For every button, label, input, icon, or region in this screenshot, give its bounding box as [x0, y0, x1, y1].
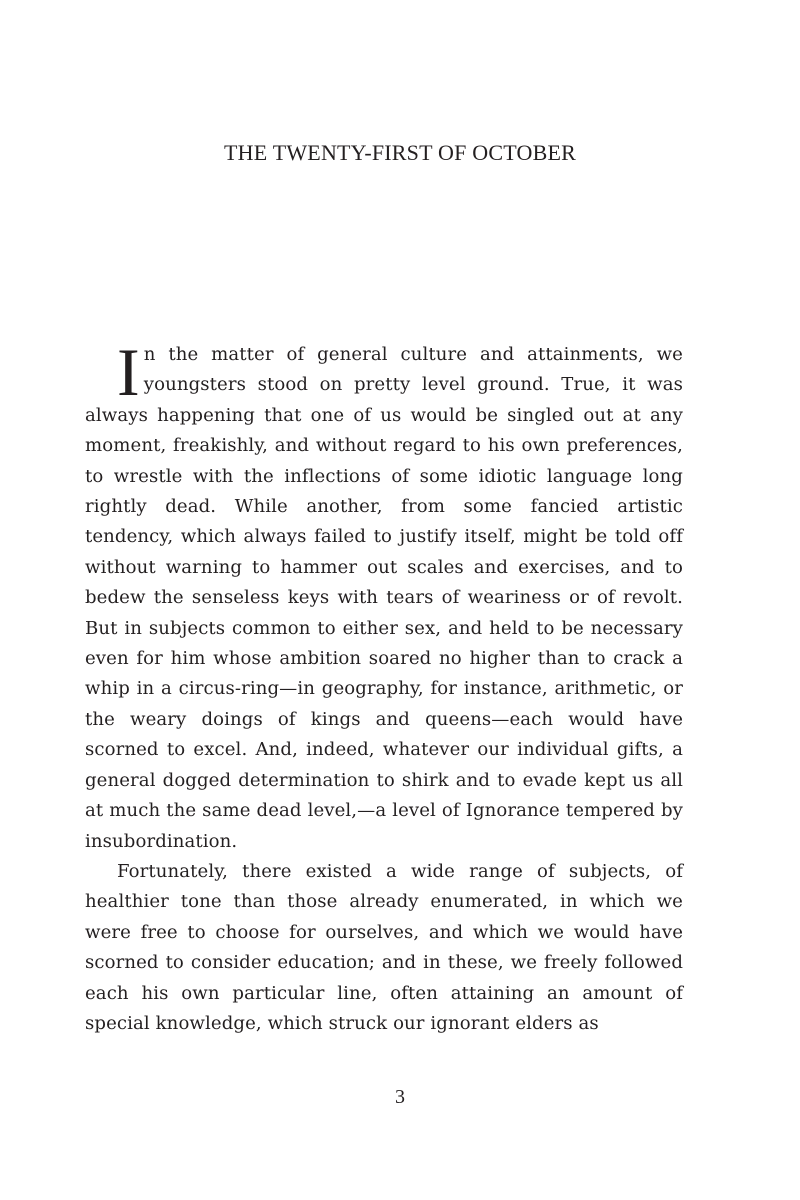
page-number: 3 [395, 1086, 405, 1108]
chapter-title: THE TWENTY-FIRST OF OCTOBER [224, 140, 576, 165]
body-text [85, 334, 683, 1039]
paragraph-2: Fortunately, there existed a wide range of subjects, of healthier tone than those already enumerated, in which we were free to choose for ourselves, and which we would have scorned to consider education; and in these, we freely followed each his own particular line, often attaining an amount of special knowledge, which struck our ignorant elders as [85, 860, 683, 1034]
paragraph-1-text: n the matter of general culture and attainments, we youngsters stood on pretty level ground. True, it was always happening that one of us would be singled out at any moment, freakishly, and without regard to his own preferences, to wrestle with the inflections of some idiotic language long rightly dead. While another, from some fancied artistic tendency, which always failed to justify itself, might be told off without warning to hammer out scales and exercises, and to bedew the senseless keys with tears of weariness or of revolt. But in subjects common to either sex, and held to be necessary even for him whose ambition soared no higher than to crack a whip in a circus-ring—in geography, for instance, arithmetic, or the weary doings of kings and queens—each would have scorned to excel. And, indeed, whatever our individual gifts, a general dogged determination to shirk and to evade kept us all at much the same dead level,—a level of Ignorance tempered by insubordination. [85, 344, 683, 852]
paragraph-1 [85, 334, 683, 857]
drop-cap: I [117, 334, 140, 410]
